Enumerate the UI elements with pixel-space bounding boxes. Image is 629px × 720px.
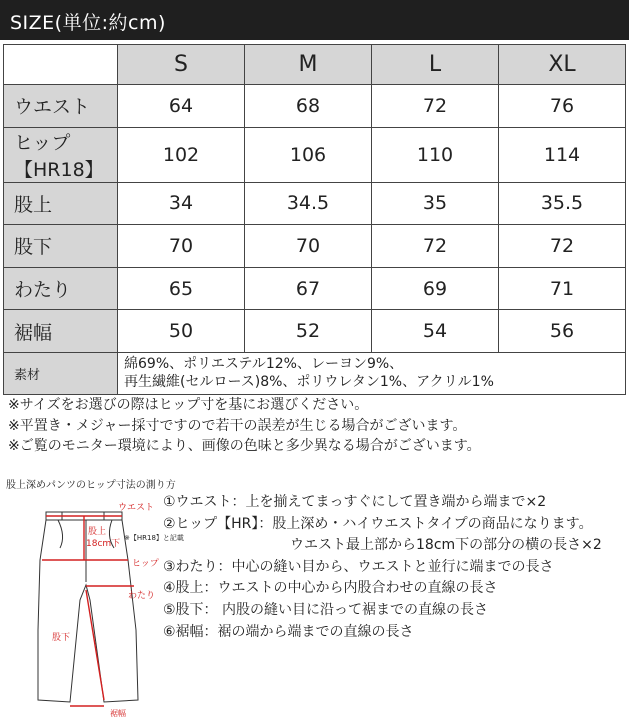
diagram-label-rise-2: 18cm下 [86, 539, 121, 549]
table-cell: 67 [245, 267, 372, 310]
size-header-cell: L [372, 45, 499, 85]
inseam-line [86, 590, 104, 700]
diagram-title: 股上深めパンツのヒップ寸法の測り方 [6, 480, 176, 491]
measurement-item: ④股上：ウエストの中心から内股合わせの直線の長さ [163, 580, 498, 597]
size-header-cell: M [245, 45, 372, 85]
table-cell: 69 [372, 267, 499, 310]
measurement-item: ②ヒップ【HR】：股上深め・ハイウエストタイプの商品になります。 [163, 515, 593, 532]
material-line: 綿69%、ポリエステル12%、レーヨン9%、 [124, 356, 404, 373]
table-cell: 34.5 [245, 182, 372, 225]
table-cell: 72 [499, 225, 626, 268]
material-cell [118, 352, 626, 394]
diagram-label-thigh: わたり [128, 591, 156, 601]
note-line: ※ご覧のモニター環境により、画像の色味と多少異なる場合がございます。 [8, 438, 481, 454]
pants-diagram [0, 490, 184, 720]
table-cell: 76 [499, 85, 626, 128]
row-label: 股下 [4, 225, 118, 268]
size-table [3, 44, 626, 395]
row-label: 素材 [4, 352, 118, 394]
row-label: ウエスト [4, 85, 118, 128]
table-cell: 56 [499, 310, 626, 353]
table-cell: 35.5 [499, 182, 626, 225]
table-row-material [4, 352, 626, 394]
table-cell: 70 [245, 225, 372, 268]
table-row-hip [4, 127, 626, 182]
table-cell: 71 [499, 267, 626, 310]
note-line: ※サイズをお選びの際はヒップ寸を基にお選びください。 [8, 397, 369, 413]
table-cell: 64 [118, 85, 245, 128]
diagram-label-hip: ヒップ [132, 559, 159, 569]
table-cell: 65 [118, 267, 245, 310]
corner-cell [4, 45, 118, 85]
diagram-label-rise-1: 股上 [88, 527, 107, 537]
size-header-cell: S [118, 45, 245, 85]
table-row-thigh [4, 267, 626, 310]
row-label: 股上 [4, 182, 118, 225]
page-title: SIZE(単位:約cm) [10, 12, 166, 34]
row-label: ヒップ【HR18】 [4, 127, 118, 182]
table-cell: 35 [372, 182, 499, 225]
row-label: 裾幅 [4, 310, 118, 353]
table-cell: 70 [118, 225, 245, 268]
diagram-label-waist: ウエスト [118, 503, 155, 513]
note-line: ※平置き・メジャー採寸ですので若干の誤差が生じる場合がございます。 [8, 417, 467, 434]
measurement-item: ウエスト最上部から18cm下の部分の横の長さ×2 [290, 537, 602, 554]
table-cell: 68 [245, 85, 372, 128]
pocket-seam [58, 520, 63, 548]
table-cell: 50 [118, 310, 245, 353]
measurement-list [163, 492, 602, 643]
table-cell: 54 [372, 310, 499, 353]
table-cell: 102 [118, 127, 245, 182]
table-cell: 72 [372, 225, 499, 268]
table-cell: 34 [118, 182, 245, 225]
header-bar [0, 0, 629, 40]
material-line: 再生繊維(セルロース)8%、ポリウレタン1%、アクリル1% [124, 374, 494, 391]
size-header-row [4, 45, 626, 85]
table-row-rise [4, 182, 626, 225]
table-cell: 72 [372, 85, 499, 128]
row-label: わたり [4, 267, 118, 310]
table-cell: 52 [245, 310, 372, 353]
measurement-item: ⑥裾幅：裾の端から端までの直線の長さ [163, 623, 414, 640]
size-header-cell: XL [499, 45, 626, 85]
diagram-label-inseam: 股下 [52, 633, 71, 643]
measurement-item: ①ウエスト：上を揃えてまっすぐにして置き端から端まで×2 [163, 494, 547, 510]
measurement-item: ⑤股下： 内股の縫い目に沿って裾までの直線の長さ [163, 601, 488, 618]
table-row-inseam [4, 225, 626, 268]
table-cell: 106 [245, 127, 372, 182]
measurement-item: ③わたり：中心の縫い目から、ウエストと並行に端までの長さ [163, 558, 554, 575]
table-row-hem [4, 310, 626, 353]
table-row-waist [4, 85, 626, 128]
table-cell: 110 [372, 127, 499, 182]
diagram-label-hem: 裾幅 [110, 709, 126, 718]
diagram-label-hr-note: ※【HR18】と記載 [124, 534, 184, 542]
notes [8, 395, 481, 457]
table-cell: 114 [499, 127, 626, 182]
